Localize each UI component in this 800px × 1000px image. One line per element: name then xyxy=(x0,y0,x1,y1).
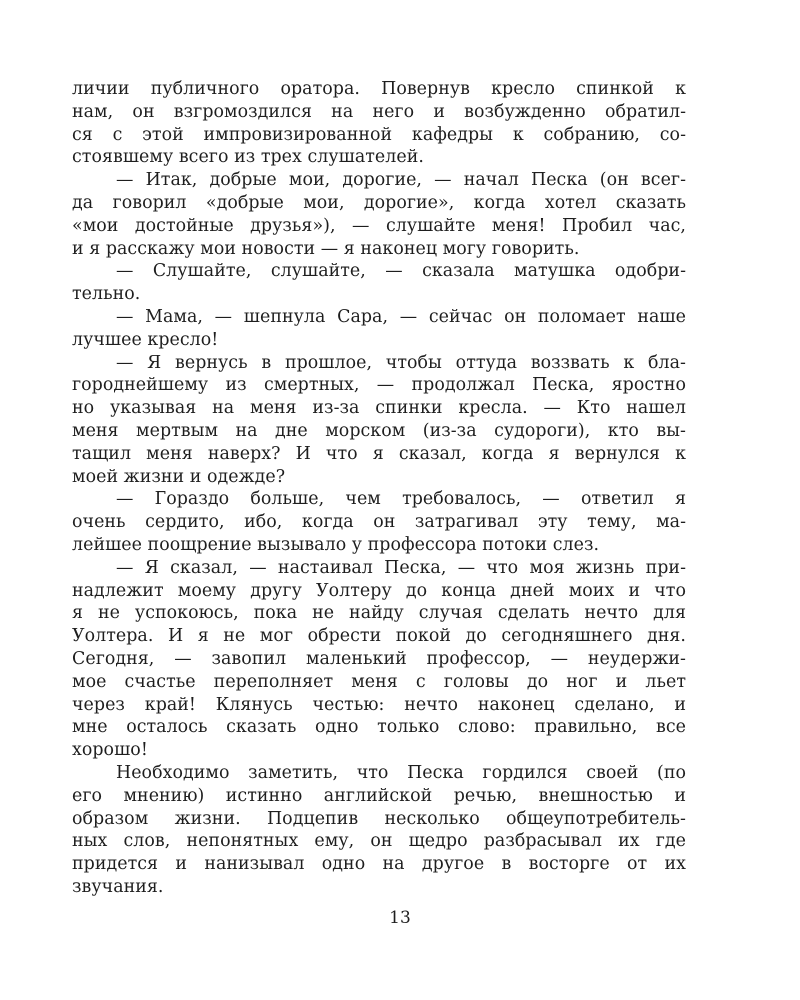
text-line: лучшее кресло! xyxy=(72,329,219,350)
text-line: Уолтера. И я не мог обрести покой до сегодняшнего дня. xyxy=(72,626,686,647)
text-line: ся с этой импровизированной кафедры к собранию, со- xyxy=(72,124,686,145)
text-line: лейшее поощрение вызывало у профессора потоки слез. xyxy=(72,534,600,555)
text-line: надлежит моему другу Уолтеру до конца дней моих и что xyxy=(72,580,686,601)
text-line: мне осталось сказать одно только слово: правильно, все xyxy=(72,717,686,738)
text-line: хорошо! xyxy=(72,740,148,761)
text-line: через край! Клянусь честью: нечто наконец сделано, и xyxy=(72,694,686,715)
text-line: — Я сказал, — настаивал Песка, — что моя жизнь при- xyxy=(116,557,686,578)
text-line: личии публичного оратора. Повернув кресло спинкой к xyxy=(72,79,686,99)
text-line: — Мама, — шепнула Сара, — сейчас он поломает наше xyxy=(116,306,686,327)
text-line: Сегодня, — завопил маленький профессор, — неудержи- xyxy=(72,648,686,669)
text-line: да говорил «добрые мои, дорогие», когда хотел сказать xyxy=(72,192,686,213)
text-line: Необходимо заметить, что Песка гордился своей (по xyxy=(116,762,686,783)
text-line: образом жизни. Подцепив несколько общеупотребитель- xyxy=(72,808,686,829)
text-line: — Я вернусь в прошлое, чтобы оттуда воззвать к бла- xyxy=(116,352,686,373)
text-line: звучания. xyxy=(72,876,164,897)
text-line: но указывая на меня из-за спинки кресла. — Кто нашел xyxy=(72,398,686,419)
body-text xyxy=(72,78,686,899)
text-line: и я расскажу мои новости — я наконец могу говорить. xyxy=(72,238,580,259)
text-line: придется и нанизывал одно на другое в восторге от их xyxy=(72,854,686,875)
text-line: нам, он взгромоздился на него и возбужденно обратил- xyxy=(72,101,686,122)
text-line: моей жизни и одежде? xyxy=(72,466,286,487)
text-line: тащил меня наверх? И что я сказал, когда я вернулся к xyxy=(72,443,686,464)
text-line: меня мертвым на дне морском (из-за судороги), кто вы- xyxy=(72,420,686,441)
text-line: стоявшему всего из трех слушателей. xyxy=(72,147,424,168)
text-line: — Слушайте, слушайте, — сказала матушка одобри- xyxy=(116,261,686,282)
text-line: его мнению) истинно английской речью, внешностью и xyxy=(72,785,686,806)
text-line: мое счастье переполняет меня с головы до ног и льет xyxy=(72,671,686,692)
text-line: — Итак, добрые мои, дорогие, — начал Песка (он всег- xyxy=(116,170,686,191)
text-line: городнейшему из смертных, — продолжал Песка, яростно xyxy=(72,375,686,396)
text-line: тельно. xyxy=(72,284,141,305)
text-line: очень сердито, ибо, когда он затрагивал эту тему, ма- xyxy=(72,512,686,533)
page-number: 13 xyxy=(389,908,411,928)
text-line: я не успокоюсь, пока не найду случая сделать нечто для xyxy=(72,603,686,624)
text-line: «мои достойные друзья»), — слушайте меня! Пробил час, xyxy=(72,215,686,236)
text-line: — Гораздо больше, чем требовалось, — ответил я xyxy=(116,489,686,510)
text-line: ных слов, непонятных ему, он щедро разбрасывал их где xyxy=(72,831,686,852)
